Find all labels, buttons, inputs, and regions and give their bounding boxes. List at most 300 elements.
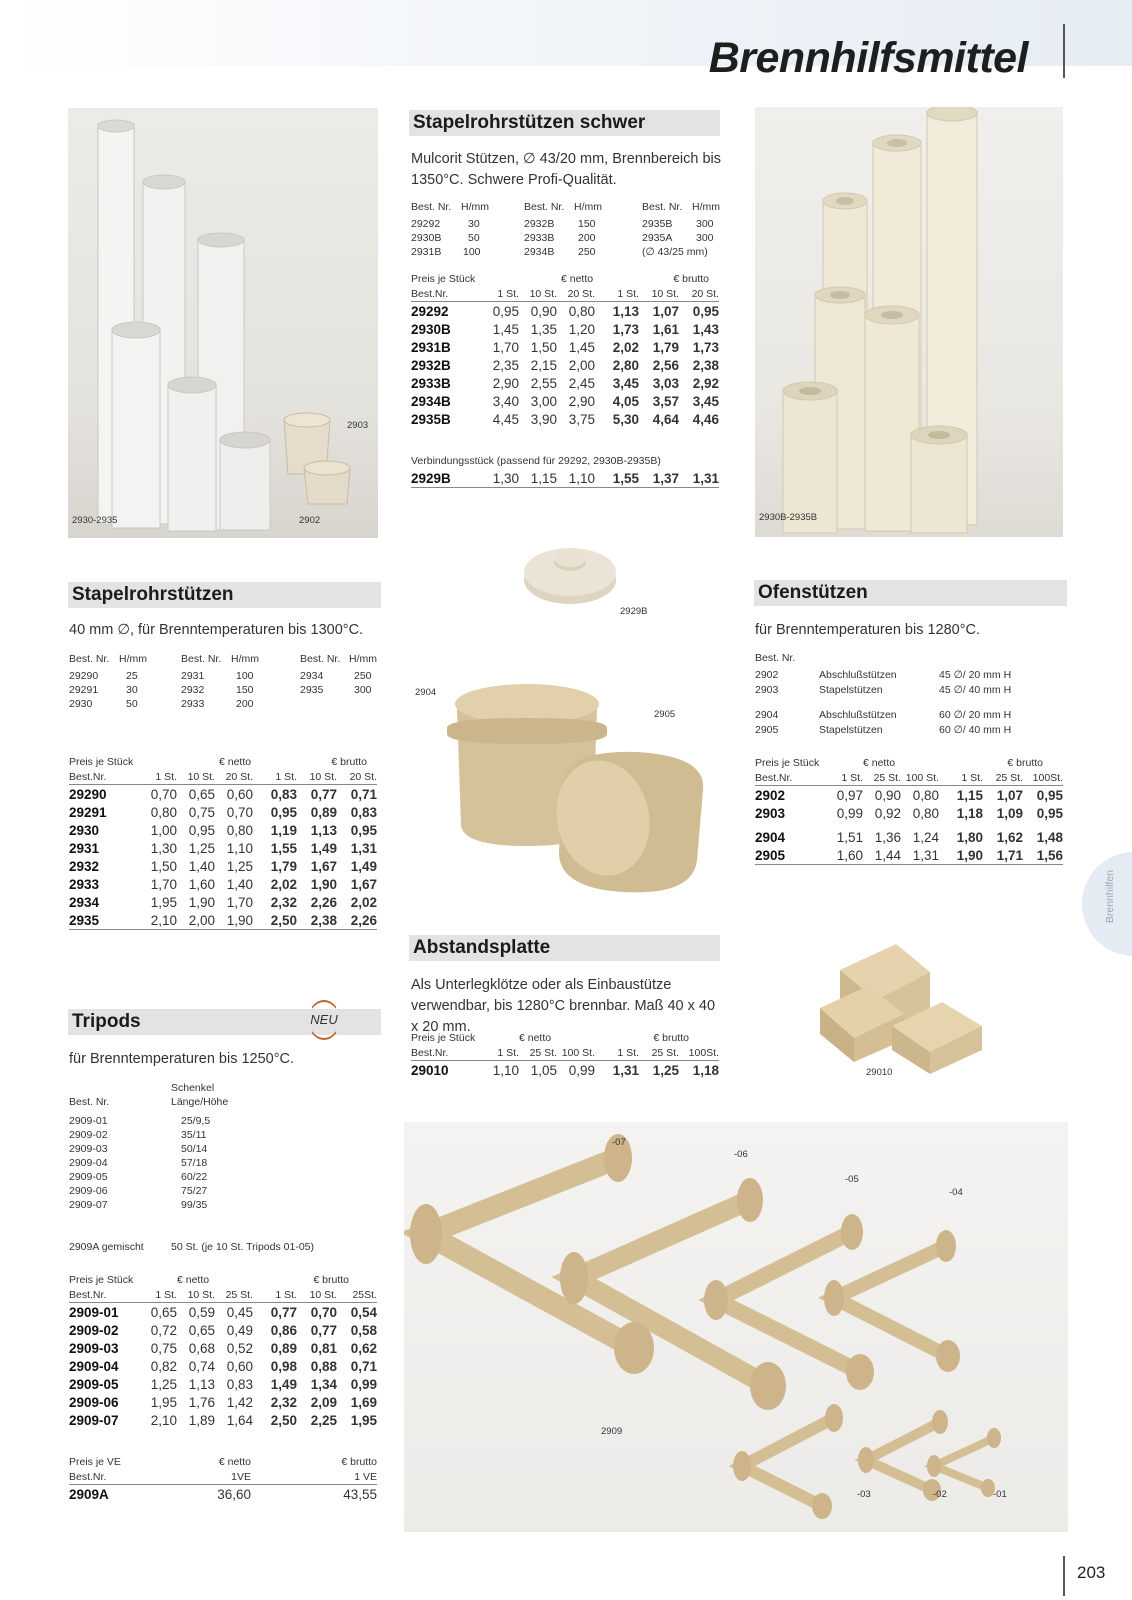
table-row — [411, 1061, 719, 1080]
cell: 2,56 — [652, 357, 679, 373]
spec-cell: Abschlußstützen — [819, 709, 897, 721]
cell: 1,62 — [996, 829, 1023, 845]
cell: 1,76 — [188, 1394, 215, 1410]
table-row — [411, 356, 719, 374]
spec-cell: 60 ∅/ 20 mm H — [939, 709, 1012, 721]
cell: 2935 — [69, 911, 137, 930]
cell: 1,89 — [188, 1412, 215, 1428]
caption-tubes-left-a: 2930-2935 — [72, 515, 118, 526]
col-best: Best.Nr. — [69, 769, 137, 785]
cell: 0,77 — [270, 1304, 297, 1320]
mix-desc: 50 St. (je 10 St. Tripods 01-05) — [171, 1241, 314, 1253]
cell: 2909A — [69, 1486, 109, 1502]
cell: 3,75 — [568, 411, 595, 427]
cell: 1,25 — [188, 840, 215, 856]
heavy-tubes-illustration — [755, 107, 1063, 537]
cell: 1,18 — [956, 805, 983, 821]
cell: 0,90 — [530, 303, 557, 319]
spec-cell: (∅ 43/25 mm) — [642, 246, 708, 258]
cell: 1,55 — [595, 469, 639, 488]
price-table-tripods — [69, 1273, 377, 1429]
cell: 1,45 — [568, 339, 595, 355]
cell: 0,83 — [270, 786, 297, 802]
table-row — [755, 846, 1063, 865]
col-best: Best.Nr. — [411, 286, 479, 302]
cell: 1,90 — [310, 876, 337, 892]
col-qty: 1 St. — [939, 770, 983, 786]
col-qty: 100 St. — [901, 770, 939, 786]
spec-cell: 200 — [578, 232, 596, 244]
cell: 2933 — [69, 876, 100, 892]
cell: 0,58 — [350, 1322, 377, 1338]
spec-cell: 300 — [696, 218, 714, 230]
spec-cell: 2909-02 — [69, 1129, 108, 1141]
cell: 1,56 — [1023, 846, 1063, 865]
spec-header-a: Best. Nr. — [69, 1096, 110, 1108]
cell: 0,81 — [310, 1340, 337, 1356]
cell: 4,64 — [652, 411, 679, 427]
cell: 0,77 — [310, 786, 337, 802]
col-qty: 20 St. — [337, 769, 377, 785]
table-row — [69, 803, 377, 821]
caption-tripod-05: -05 — [845, 1174, 859, 1185]
cell: 2932 — [69, 858, 100, 874]
netto-label: € netto — [863, 757, 896, 769]
cell: 2,00 — [177, 911, 215, 930]
cell: 1,60 — [188, 876, 215, 892]
cell: 1,95 — [150, 1394, 177, 1410]
cell: 2,92 — [692, 375, 719, 391]
table-row — [755, 786, 1063, 805]
cell: 1,67 — [310, 858, 337, 874]
table-row — [69, 1393, 377, 1411]
heading-stapel-schwer: Stapelrohrstützen schwer — [409, 110, 720, 136]
cell: 1,07 — [996, 787, 1023, 803]
spec-header-2: H/mm — [461, 201, 489, 213]
spec-cell: 2933B — [524, 232, 555, 244]
cell: 0,89 — [270, 1340, 297, 1356]
spec-cell: 2909-07 — [69, 1199, 108, 1211]
cell: 4,05 — [612, 393, 639, 409]
page-title: Brennhilfsmittel — [708, 34, 1028, 82]
cell: 1,15 — [956, 787, 983, 803]
col-ve: 1 VE — [253, 1469, 377, 1485]
spec-cell: 300 — [696, 232, 714, 244]
cell: 1,07 — [652, 303, 679, 319]
cell: 1,49 — [270, 1376, 297, 1392]
cell: 2933B — [411, 375, 451, 391]
spec-cell: 2935 — [300, 684, 324, 696]
spec-cell: 150 — [578, 218, 596, 230]
table-row — [411, 469, 719, 488]
cell: 0,75 — [150, 1340, 177, 1356]
tubes-illustration — [68, 108, 378, 538]
cell: 0,95 — [350, 822, 377, 838]
cell: 0,54 — [350, 1304, 377, 1320]
col-qty: 1 St. — [479, 286, 519, 302]
cell: 1,09 — [996, 805, 1023, 821]
new-badge — [306, 1000, 342, 1042]
cell: 2,09 — [310, 1394, 337, 1410]
cell: 1,31 — [350, 840, 377, 856]
cell: 1,51 — [836, 829, 863, 845]
col-qty: 10 St. — [519, 286, 557, 302]
col-qty: 100St. — [1023, 770, 1063, 786]
cell: 2932B — [411, 357, 451, 373]
spec-header-4: H/mm — [231, 653, 259, 665]
col-qty: 10 St. — [177, 1287, 215, 1303]
col-qty: 1 St. — [137, 769, 177, 785]
spec-cell: 2934 — [300, 670, 324, 682]
cell: 1,64 — [226, 1412, 253, 1428]
cell: 2909-07 — [69, 1412, 119, 1428]
cell: 1,70 — [226, 894, 253, 910]
spec-cell: 57/18 — [181, 1157, 208, 1169]
spec-cell: 2934B — [524, 246, 555, 258]
col-qty: 1 St. — [595, 1045, 639, 1061]
spec-header-1: Best. Nr. — [69, 653, 110, 665]
cell: 1,71 — [983, 846, 1023, 865]
cell: 0,80 — [150, 804, 177, 820]
spec-cell: 29290 — [69, 670, 99, 682]
cell: 0,80 — [912, 787, 939, 803]
cell: 3,57 — [652, 393, 679, 409]
spec-cell: 150 — [236, 684, 254, 696]
col-ve: 1VE — [137, 1469, 253, 1485]
caption-tripod-02: -02 — [933, 1489, 947, 1500]
cell: 2,32 — [270, 1394, 297, 1410]
table-row — [755, 828, 1063, 846]
cell: 0,99 — [350, 1376, 377, 1392]
cell: 0,77 — [310, 1322, 337, 1338]
spec-cell: 2935A — [642, 232, 673, 244]
cell: 29010 — [411, 1062, 449, 1078]
cell: 0,70 — [310, 1304, 337, 1320]
mix-code: 2909A gemischt — [69, 1241, 144, 1253]
table-row — [69, 1485, 377, 1504]
col-qty: 25 St. — [863, 770, 901, 786]
spec-ofen — [755, 651, 1065, 735]
cell: 0,71 — [350, 786, 377, 802]
cell: 36,60 — [217, 1486, 251, 1502]
spec-cell: 75/27 — [181, 1185, 208, 1197]
cell: 2,26 — [310, 894, 337, 910]
table-row — [69, 857, 377, 875]
table-row — [69, 1321, 377, 1339]
spec-cell: 100 — [236, 670, 254, 682]
spec-cell: 30 — [126, 684, 138, 696]
col-qty: 100 St. — [557, 1045, 595, 1061]
cell: 1,70 — [150, 876, 177, 892]
cell: 1,40 — [188, 858, 215, 874]
cell: 2,10 — [150, 1412, 177, 1428]
cell: 1,25 — [226, 858, 253, 874]
spec-cell: 30 — [468, 218, 480, 230]
caption-tripod-04: -04 — [949, 1187, 963, 1198]
cell: 2,02 — [270, 876, 297, 892]
cell: 1,55 — [270, 840, 297, 856]
brutto-label: € brutto — [673, 273, 709, 285]
cell: 2,90 — [492, 375, 519, 391]
spec-cell: 2902 — [755, 669, 779, 681]
cell: 1,60 — [823, 846, 863, 865]
spec-cell: 2931 — [181, 670, 205, 682]
price-table-connector — [411, 469, 719, 488]
photo-heavy-tubes — [755, 107, 1063, 537]
table-row — [69, 1375, 377, 1393]
spec-cell: 50 — [468, 232, 480, 244]
spec-cell: 2905 — [755, 724, 779, 736]
cell: 2929B — [411, 469, 479, 488]
col-qty: 25 St. — [519, 1045, 557, 1061]
cell: 0,62 — [350, 1340, 377, 1356]
cell: 1,10 — [226, 840, 253, 856]
cell: 2935B — [411, 411, 451, 427]
spec-cell: 2930B — [411, 232, 442, 244]
cell: 3,00 — [530, 393, 557, 409]
cell: 1,90 — [188, 894, 215, 910]
cell: 2931 — [69, 840, 100, 856]
spec-cell: Abschlußstützen — [819, 669, 897, 681]
cell: 0,65 — [150, 1304, 177, 1320]
cell: 2,38 — [692, 357, 719, 373]
spec-header-3: Best. Nr. — [524, 201, 565, 213]
heading-ofen: Ofenstützen — [754, 580, 1067, 606]
caption-plugs-a: 2904 — [415, 687, 437, 698]
cell: 2,00 — [568, 357, 595, 373]
price-table-stapel — [69, 755, 377, 930]
table-row — [69, 785, 377, 804]
table-row — [69, 875, 377, 893]
col-qty: 10 St. — [639, 286, 679, 302]
cell: 1,43 — [692, 321, 719, 337]
cell: 1,44 — [863, 846, 901, 865]
cell: 1,48 — [1036, 829, 1063, 845]
cell: 2,10 — [137, 911, 177, 930]
spec-cell: Stapelstützen — [819, 724, 883, 736]
col-qty: 25 St. — [983, 770, 1023, 786]
cell: 1,24 — [912, 829, 939, 845]
cell: 0,70 — [150, 786, 177, 802]
spec-cell: 2931B — [411, 246, 442, 258]
cell: 0,65 — [188, 786, 215, 802]
cell: 4,46 — [692, 411, 719, 427]
col-qty: 1 St. — [253, 769, 297, 785]
caption-tripod-01: -01 — [993, 1489, 1007, 1500]
cell: 0,90 — [874, 787, 901, 803]
cell: 2,26 — [337, 911, 377, 930]
spec-header-b1: Schenkel — [171, 1082, 215, 1094]
cell: 1,00 — [150, 822, 177, 838]
col-qty: 25 St. — [639, 1045, 679, 1061]
heading-abstand: Abstandsplatte — [409, 935, 720, 961]
cell: 3,45 — [612, 375, 639, 391]
heading-stapel: Stapelrohrstützen — [68, 582, 381, 608]
caption-tripod-03: -03 — [857, 1489, 871, 1500]
cell: 0,98 — [270, 1358, 297, 1374]
cell: 1,73 — [692, 339, 719, 355]
cell: 2902 — [755, 787, 786, 803]
col-qty: 1 St. — [137, 1287, 177, 1303]
desc-tripods: für Brenntemperaturen bis 1250°C. — [69, 1051, 295, 1067]
cell: 2909-01 — [69, 1304, 119, 1320]
cell: 2,55 — [530, 375, 557, 391]
caption-tripod-06: -06 — [734, 1149, 748, 1160]
cell: 2931B — [411, 339, 451, 355]
cell: 1,49 — [350, 858, 377, 874]
spec-cell: 300 — [354, 684, 372, 696]
cell: 1,50 — [530, 339, 557, 355]
cell: 0,89 — [310, 804, 337, 820]
caption-tubes-right: 2930B-2935B — [759, 512, 818, 523]
cell: 1,80 — [956, 829, 983, 845]
table-row — [411, 338, 719, 356]
cell: 2,25 — [310, 1412, 337, 1428]
cell: 0,45 — [226, 1304, 253, 1320]
desc-stapel-schwer: Mulcorit Stützen, ∅ 43/20 mm, Brennbereich bis 1350°C. Schwere Profi-Qualität. — [411, 151, 722, 188]
cell: 1,36 — [874, 829, 901, 845]
cell: 1,10 — [492, 1062, 519, 1078]
cell: 1,20 — [568, 321, 595, 337]
spec-header-5: Best. Nr. — [300, 653, 341, 665]
desc-abstand: Als Unterlegklötze oder als Einbaustütze verwendbar, bis 1280°C brennbar. Maß 40 x 40 x 20 mm. — [411, 977, 716, 1035]
cell: 0,75 — [188, 804, 215, 820]
cell: 2934 — [69, 894, 100, 910]
table-row — [411, 302, 719, 321]
spec-cell: 2932 — [181, 684, 205, 696]
table-row — [411, 410, 719, 428]
cell: 2,80 — [612, 357, 639, 373]
cell: 1,95 — [150, 894, 177, 910]
price-label: Preis je Stück — [411, 1032, 476, 1044]
cell: 1,95 — [350, 1412, 377, 1428]
spec-header-4: H/mm — [574, 201, 602, 213]
spec-cell: 2909-04 — [69, 1157, 108, 1169]
side-tab-label: Brennhilfen — [1104, 870, 1116, 924]
cell: 0,97 — [836, 787, 863, 803]
cell: 0,92 — [874, 805, 901, 821]
cell: 29290 — [69, 786, 107, 802]
table-row — [69, 1339, 377, 1357]
spec-cell: 2909-06 — [69, 1185, 108, 1197]
desc-ofen: für Brenntemperaturen bis 1280°C. — [755, 622, 981, 638]
plugs-illustration — [417, 670, 717, 910]
brutto-label: € brutto — [653, 1032, 689, 1044]
col-best: Best.Nr. — [755, 770, 823, 786]
cell: 2,02 — [612, 339, 639, 355]
cell: 3,40 — [492, 393, 519, 409]
cell: 2909-03 — [69, 1340, 119, 1356]
netto-label: € netto — [561, 273, 594, 285]
blocks-illustration — [806, 922, 1006, 1082]
cell: 1,37 — [639, 469, 679, 488]
cell: 2,50 — [270, 1412, 297, 1428]
spec-cell: 50 — [126, 698, 138, 710]
col-best: Best.Nr. — [69, 1469, 137, 1485]
cell: 1,25 — [652, 1062, 679, 1078]
brutto-label: € brutto — [331, 756, 367, 768]
spec-cell: 60 ∅/ 40 mm H — [939, 724, 1012, 736]
cell: 29291 — [69, 804, 107, 820]
cell: 2909-04 — [69, 1358, 119, 1374]
cell: 0,99 — [568, 1062, 595, 1078]
cell: 0,70 — [226, 804, 253, 820]
cell: 0,95 — [188, 822, 215, 838]
spec-cell: 25/9,5 — [181, 1115, 211, 1127]
cell: 2930B — [411, 321, 451, 337]
spec-stapel — [69, 652, 379, 712]
cell: 0,71 — [350, 1358, 377, 1374]
cell: 1,18 — [692, 1062, 719, 1078]
page-number-rule — [1063, 1556, 1065, 1596]
photo-tripods — [404, 1122, 1068, 1532]
cell: 2,02 — [350, 894, 377, 910]
cell: 0,95 — [1036, 787, 1063, 803]
col-qty: 10 St. — [297, 769, 337, 785]
col-qty: 20 St. — [557, 286, 595, 302]
cell: 2930 — [69, 822, 100, 838]
spec-header-6: H/mm — [349, 653, 377, 665]
cell: 0,95 — [1036, 805, 1063, 821]
cell: 0,82 — [150, 1358, 177, 1374]
netto-label: € netto — [218, 1456, 251, 1468]
col-qty: 1 St. — [823, 770, 863, 786]
col-qty: 25 St. — [215, 1287, 253, 1303]
cell: 43,55 — [343, 1486, 377, 1502]
spec-header: Best. Nr. — [755, 652, 796, 664]
cell: 0,59 — [188, 1304, 215, 1320]
cell: 3,03 — [652, 375, 679, 391]
cell: 0,80 — [912, 805, 939, 821]
photo-abstand-blocks — [806, 922, 1006, 1082]
cell: 0,80 — [568, 303, 595, 319]
title-rule — [1063, 24, 1065, 78]
spec-tripods — [69, 1081, 379, 1231]
cell: 0,52 — [226, 1340, 253, 1356]
cell: 4,45 — [492, 411, 519, 427]
spec-cell: 100 — [463, 246, 481, 258]
col-qty: 1 St. — [595, 286, 639, 302]
spec-cell: 60/22 — [181, 1171, 208, 1183]
cell: 1,69 — [350, 1394, 377, 1410]
cell: 0,65 — [188, 1322, 215, 1338]
col-qty: 10 St. — [297, 1287, 337, 1303]
cell: 1,90 — [215, 911, 253, 930]
spec-cell: 250 — [354, 670, 372, 682]
col-qty: 1 St. — [253, 1287, 297, 1303]
price-table-tripods-ve — [69, 1455, 377, 1503]
cell: 0,49 — [226, 1322, 253, 1338]
cell: 0,60 — [226, 786, 253, 802]
cell: 1,35 — [530, 321, 557, 337]
heading-tripods: Tripods — [68, 1009, 381, 1035]
col-qty: 25St. — [337, 1287, 377, 1303]
cell: 2934B — [411, 393, 451, 409]
section-side-tab[interactable] — [1082, 852, 1132, 956]
table-row — [69, 839, 377, 857]
cell: 1,67 — [350, 876, 377, 892]
cell: 29292 — [411, 303, 449, 319]
badge-text: NEU — [310, 1012, 338, 1027]
table-row — [69, 1357, 377, 1375]
brutto-label: € brutto — [341, 1456, 377, 1468]
cell: 1,31 — [679, 469, 719, 488]
photo-ofen-plugs — [417, 670, 717, 910]
spec-header-3: Best. Nr. — [181, 653, 222, 665]
cell: 1,73 — [612, 321, 639, 337]
spec-header-2: H/mm — [119, 653, 147, 665]
table-row — [69, 1303, 377, 1322]
